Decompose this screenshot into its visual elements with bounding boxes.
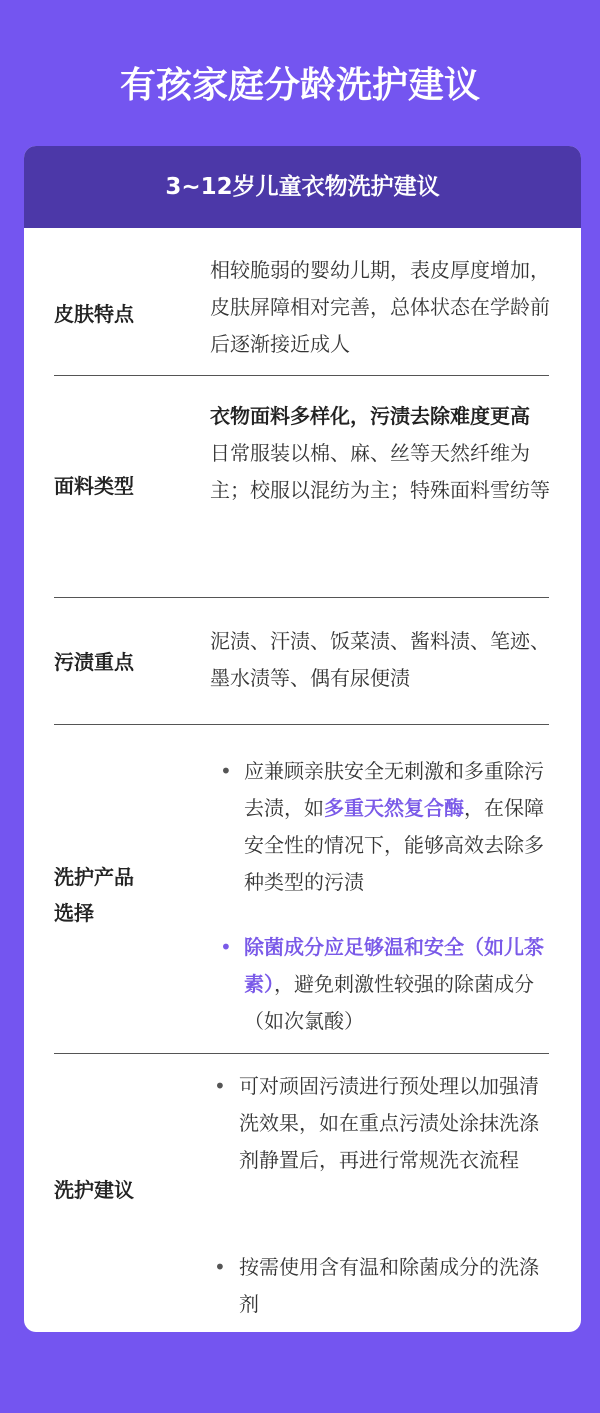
- row-skin: [24, 228, 581, 375]
- highlight-antibacterial: 除菌成分应足够温和安全（如儿茶素）: [244, 935, 544, 996]
- row-fabric: [24, 376, 581, 597]
- fabric-details: 日常服装以棉、麻、丝等天然纤维为主；校服以混纺为主；特殊面料雪纺等: [210, 441, 550, 502]
- highlight-enzyme: 多重天然复合酶: [324, 796, 464, 820]
- row-label-product-choice: [54, 859, 194, 931]
- row-stains: [24, 598, 581, 724]
- fabric-summary: 衣物面料多样化，污渍去除难度更高: [210, 404, 530, 428]
- text-run: ，在保障安全性的情况下，能够高效去除多种类型的污渍: [244, 796, 544, 894]
- advice-bullet-2: 按需使用含有温和除菌成分的洗涤剂: [239, 1255, 539, 1316]
- row-content-fabric: [210, 398, 550, 509]
- page-title: 有孩家庭分龄洗护建议: [119, 65, 480, 106]
- label-line: 洗护产品: [54, 865, 134, 889]
- row-label-wash-advice: 洗护建议: [54, 1178, 134, 1202]
- bullet-dot: •: [220, 935, 232, 959]
- card-header: 3~12岁儿童衣物洗护建议: [24, 146, 581, 228]
- product-bullet-2: [244, 929, 546, 1040]
- bullet-dot: •: [214, 1074, 226, 1098]
- product-bullet-1: [244, 753, 546, 901]
- text-run: 应兼顾亲肤安全无刺激和多重除污去渍，如: [244, 759, 544, 820]
- row-wash-advice: [24, 1054, 581, 1332]
- row-content-stains: 泥渍、汗渍、饭菜渍、酱料渍、笔迹、墨水渍等、偶有尿便渍: [210, 629, 550, 690]
- text-run: ，避免刺激性较强的除菌成分（如次氯酸）: [244, 972, 534, 1033]
- row-content-skin: 相较脆弱的婴幼儿期，表皮厚度增加，皮肤屏障相对完善，总体状态在学龄前后逐渐接近成人: [210, 258, 550, 356]
- advice-card: [24, 146, 581, 1332]
- row-product-choice: [24, 725, 581, 1053]
- label-line: 选择: [54, 901, 94, 925]
- bullet-dot: •: [214, 1255, 226, 1279]
- row-label-skin: 皮肤特点: [54, 302, 134, 326]
- row-label-fabric: 面料类型: [54, 474, 134, 498]
- row-label-stains: 污渍重点: [54, 650, 134, 674]
- advice-bullet-1: 可对顽固污渍进行预处理以加强清洗效果，如在重点污渍处涂抹洗涤剂静置后，再进行常规洗衣流程: [239, 1074, 539, 1172]
- bullet-dot: •: [220, 759, 232, 783]
